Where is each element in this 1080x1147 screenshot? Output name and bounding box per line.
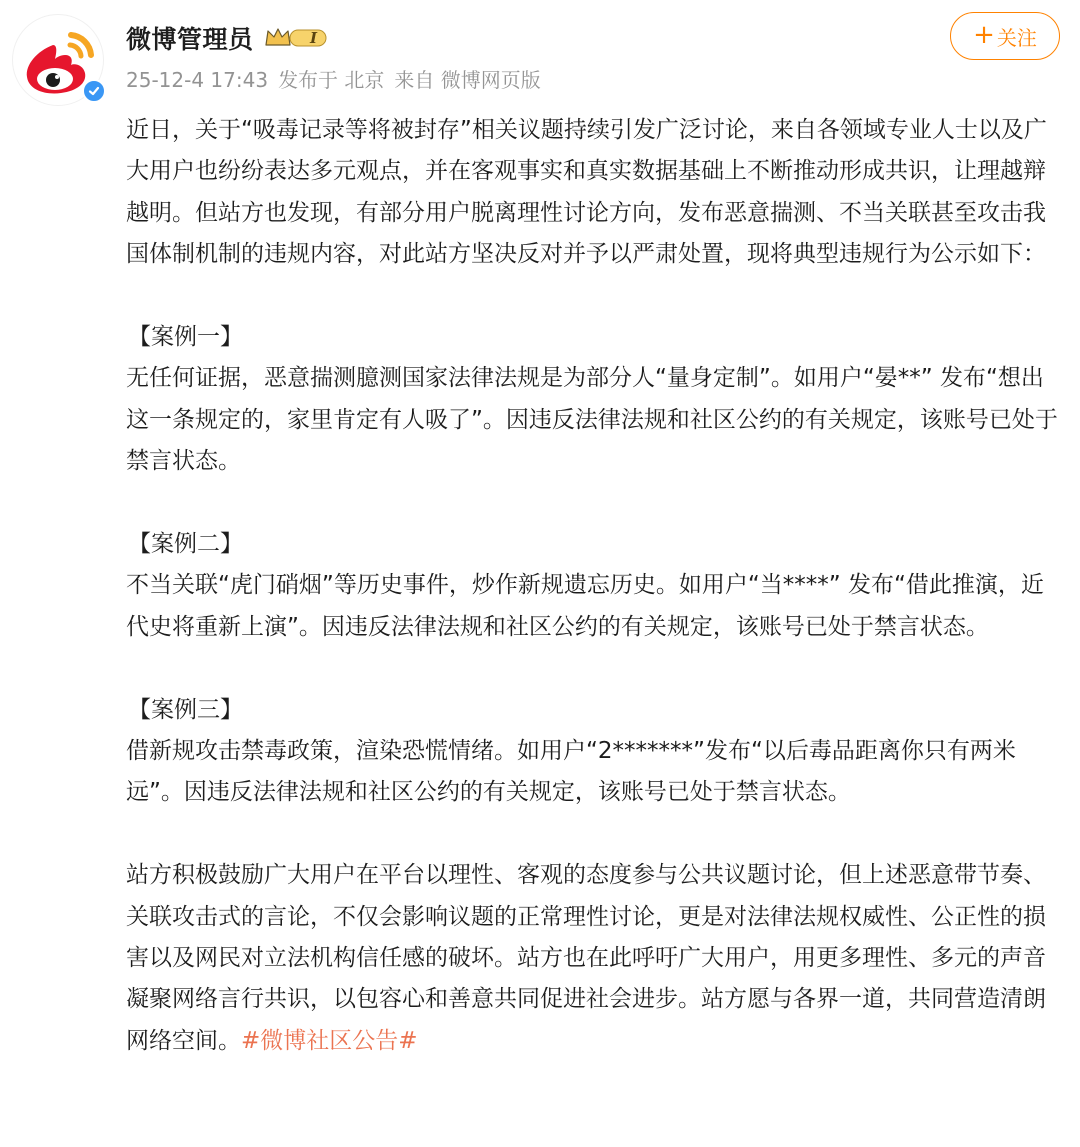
paragraph-gap [126, 276, 1062, 317]
topic-hashtag-link[interactable]: #微博社区公告# [241, 1027, 418, 1054]
level-badge[interactable] [264, 25, 324, 51]
follow-button-label: 关注 [996, 25, 1037, 50]
post-intro: 近日，关于“吸毒记录等将被封存”相关议题持续引发广泛讨论，来自各领域专业人士以及广大用户也纷纷表达多元观点，并在客观事实和真实数据基础上不断推动形成共识，让理越辩越明。但站方也发现，有部分用户脱离理性讨论方向，发布恶意揣测、不当关联甚至攻击我国体制机制的违规内容，对此站方坚决反对并予以严肃处置，现将典型违规行为公示如下： [126, 117, 1047, 268]
case-text: 无任何证据，恶意揣测臆测国家法律法规是为部分人“量身定制”。如用户“晏**” 发布“想出这一条规定的，家里肯定有人吸了”。因违反法律法规和社区公约的有关规定，该账号已处于禁言状态。 [126, 365, 1058, 475]
case-title: 【案例一】 [128, 324, 243, 351]
case-text: 借新规攻击禁毒政策，渲染恐慌情绪。如用户“2*******”发布“以后毒品距离你只有两米远”。因违反法律法规和社区公约的有关规定，该账号已处于禁言状态。 [126, 738, 1016, 806]
verified-check-icon [82, 79, 106, 103]
closing-text: 站方积极鼓励广大用户在平台以理性、客观的态度参与公共议题讨论，但上述恶意带节奏、关联攻击式的言论，不仅会影响议题的正常理性讨论，更是对法律法规权威性、公正性的损害以及网民对立法机构信任感的破坏。站方也在此呼吁广大用户，用更多理性、多元的声音凝聚网络言行共识，以包容心和善意共同促进社会进步。站方愿与各界一道，共同营造清朗网络空间。 [126, 862, 1046, 1054]
post-closing [126, 855, 1062, 1062]
case-title: 【案例二】 [128, 531, 243, 558]
author-name-row [126, 18, 324, 58]
case-title: 【案例三】 [128, 696, 243, 723]
paragraph-gap [126, 814, 1062, 855]
plus-icon: + [973, 20, 995, 50]
paragraph-gap [126, 483, 1062, 524]
post-header [0, 0, 1080, 110]
post-source: 来自 微博网页版 [394, 68, 541, 92]
post-body [126, 110, 1062, 1062]
case-text: 不当关联“虎门硝烟”等历史事件，炒作新规遗忘历史。如用户“当****” 发布“借此推演，近代史将重新上演”。因违反法律法规和社区公约的有关规定，该账号已处于禁言状态。 [126, 572, 1044, 640]
author-name[interactable]: 微博管理员 [126, 25, 254, 54]
level-badge-text: I [310, 29, 318, 47]
post-location: 发布于 北京 [278, 68, 385, 92]
paragraph-gap [126, 648, 1062, 689]
post-timestamp[interactable]: 25-12-4 17:43 [126, 68, 269, 92]
post-meta [126, 64, 551, 93]
follow-button[interactable] [950, 12, 1060, 60]
